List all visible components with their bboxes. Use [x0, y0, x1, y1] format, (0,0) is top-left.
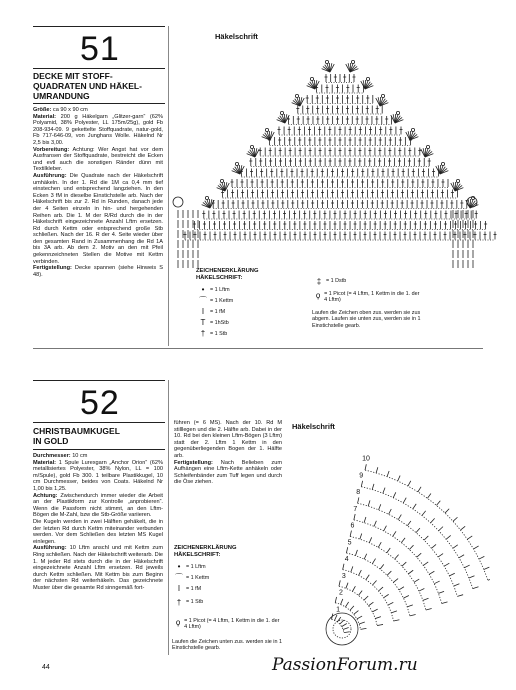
- round-stitch: [345, 602, 348, 607]
- round-label: 9: [359, 472, 364, 480]
- title-line: DECKE MIT STOFF-: [33, 71, 113, 81]
- round-stitch: [410, 614, 416, 615]
- round-label: 8: [356, 489, 361, 497]
- picot-loop: [441, 162, 444, 165]
- round-stitch: [393, 492, 396, 497]
- round-label: 2: [338, 589, 343, 597]
- round-stitch: [355, 550, 357, 556]
- legend-text: = 1 Lftm: [210, 286, 230, 293]
- round-stitch: [375, 617, 381, 619]
- legend-text: = 1 fM: [186, 585, 202, 592]
- round-stitch: [358, 591, 362, 596]
- picot-loop: [295, 94, 298, 97]
- legend-row: [172, 561, 282, 572]
- round-stitch: [379, 587, 384, 591]
- round-stitch: [376, 467, 378, 473]
- legend-row: [196, 328, 286, 339]
- legend-row: [196, 284, 286, 295]
- round-stitch: [438, 591, 444, 593]
- round-arc: [365, 470, 488, 580]
- round-arc: [358, 503, 458, 596]
- round-stitch: [394, 620, 400, 621]
- chart-52-rounds: [326, 464, 490, 645]
- round-stitch: [399, 587, 404, 590]
- round-stitch: [364, 596, 368, 600]
- round-stitch: [422, 511, 426, 516]
- round-stitch: [418, 487, 421, 492]
- double-crochet-icon: †: [176, 597, 182, 607]
- round-stitch: [368, 500, 370, 506]
- round-stitch: [360, 533, 362, 539]
- round-stitch: [431, 544, 436, 548]
- round-stitch: [358, 497, 359, 503]
- vorbereitung-value: Achtung: Wer Angst hat vor dem Ausfransen der Stoffquadrate, bestreicht die Ecken und evtl auch die sonstigen Ränder dünn mit Textilkleber.: [33, 146, 163, 173]
- round-stitch: [337, 617, 340, 622]
- round-stitch: [369, 537, 371, 542]
- title-line: UMRANDUNG: [33, 91, 90, 101]
- slip-stitch-icon: ⌒: [175, 573, 183, 582]
- pattern-51-text: [33, 107, 163, 278]
- round-stitch: [403, 498, 406, 503]
- picot-loop: [456, 179, 459, 182]
- round-stitch: [403, 596, 408, 599]
- round-stitch: [409, 545, 413, 549]
- legend-text: = 1 fM: [210, 308, 226, 315]
- round-stitch: [479, 556, 484, 559]
- pattern-52-number: 52: [80, 384, 120, 422]
- picot-loop: [351, 60, 354, 63]
- legend-title-line: HÄKELSCHRIFT:: [196, 275, 243, 281]
- fertigstellung-value: Nach Belieben zum Aufhängen eine Lftm-Kette anhäkeln oder Schleifenbänder zum Tuff legen und durch die Öse ziehen.: [174, 459, 282, 486]
- pattern-51-number: 51: [80, 30, 120, 68]
- round-stitch: [419, 588, 424, 591]
- treble-crochet-icon: ‡: [316, 277, 322, 286]
- legend-row: [312, 291, 422, 304]
- round-stitch: [429, 571, 434, 574]
- round-stitch: [473, 587, 479, 589]
- round-stitch: [445, 509, 449, 513]
- chart-51-stitch-rows: [184, 74, 497, 240]
- material-paragraph: [33, 460, 163, 493]
- round-stitch: [387, 548, 390, 553]
- round-stitch: [346, 547, 347, 553]
- round-stitch: [464, 565, 469, 568]
- round-stitch: [467, 536, 472, 539]
- col2-continuation: führen (= 6 MS). Nach der 10. Rd M stilllegen und die 2. Hälfte arb. Dabei in der 10. Rd bei den kleinen Lftm-Bögen (3 Lftm) statt der 2. Lftm 1 Kettm in den gegenüberliegenden Bogen der 1. Hälfte arb.: [174, 420, 282, 459]
- picot-icon: ϙ: [175, 618, 181, 627]
- round-stitch: [384, 594, 389, 597]
- round-stitch: [446, 535, 451, 539]
- round-stitch: [413, 504, 416, 509]
- round-stitch: [369, 602, 374, 606]
- legend-text: = 1hStb: [210, 319, 229, 326]
- round-stitch: [398, 476, 400, 481]
- round-stitch: [459, 555, 464, 558]
- slip-stitch-icon: ⌒: [199, 296, 207, 305]
- round-label: 4: [344, 556, 349, 564]
- round-arc: [354, 520, 442, 604]
- top-rule-52: [33, 380, 165, 381]
- round-stitch: [380, 564, 384, 569]
- round-stitch: [423, 562, 428, 566]
- round-stitch: [388, 602, 393, 605]
- round-stitch: [407, 521, 411, 526]
- round-stitch: [354, 514, 355, 520]
- round-stitch: [357, 616, 362, 619]
- legend-row: [172, 618, 282, 631]
- legend-51-note: Laufen die Zeichen oben zus. werden sie zus abgem. Laufen sie unten zus, werden sie in 1 Einstichstelle gearb.: [312, 309, 421, 329]
- durchmesser-value: 10 cm: [72, 453, 88, 459]
- round-stitch: [377, 624, 383, 625]
- legend-row: [172, 583, 282, 594]
- round-stitch: [351, 566, 353, 572]
- crochet-chart-51: [170, 30, 500, 270]
- chain-stitch-icon: •: [201, 285, 205, 294]
- round-stitch: [374, 521, 376, 527]
- top-rule-51: [33, 26, 165, 27]
- legend-text: = 1 Stb: [186, 599, 204, 605]
- round-stitch: [343, 564, 344, 570]
- ausfuehrung-label: Ausführung:: [33, 172, 67, 179]
- round-stitch: [384, 526, 387, 531]
- chain-stitch-icon: •: [177, 562, 181, 571]
- rule-52-under-title: [33, 449, 165, 450]
- round-arc: [339, 586, 377, 625]
- round-stitch: [417, 553, 422, 557]
- round-stitch: [407, 605, 413, 607]
- round-stitch: [364, 554, 367, 559]
- round-stitch: [442, 602, 448, 604]
- material-value: 200 g Häkelgarn „Glitzer-garn“ (62% Polyamid, 38% Polyester, LL 175m/25g), gold Fb 208-934-09. 9 gekettelte Stoffquadrate, natur-gold, Fb 717-646-09, von Junghans Wolle. Häkelnd Nr 2,5 bis 3,00.: [33, 113, 163, 146]
- rule-52-under-number: [33, 422, 165, 423]
- legend-row: [196, 317, 286, 328]
- round-stitch: [444, 563, 449, 566]
- chart-52-label: Häkelschrift: [292, 422, 335, 431]
- round-stitch: [383, 488, 385, 494]
- legend-text: = 1 Dstb: [326, 278, 347, 285]
- round-stitch: [354, 611, 359, 615]
- achtung-paragraph: [33, 493, 163, 519]
- start-ring: [326, 613, 358, 645]
- round-label: 7: [353, 505, 358, 513]
- round-stitch: [343, 627, 349, 629]
- picot-loop: [205, 196, 208, 199]
- round-stitch: [402, 562, 406, 566]
- round-stitch: [393, 579, 398, 583]
- picot-loop: [396, 111, 399, 114]
- legend-51-list: [196, 284, 286, 339]
- round-stitch: [372, 609, 377, 612]
- legend-text: = 1 Kettm: [210, 297, 234, 304]
- picot-loop: [325, 60, 328, 63]
- legend-51-right: [312, 276, 422, 329]
- round-stitch: [339, 580, 340, 586]
- legend-52-list: [172, 561, 282, 652]
- round-stitch: [346, 583, 348, 589]
- round-stitch: [365, 464, 366, 470]
- achtung-value: Zwischendurch immer wieder die Arbeit an der Plastikform zur Kontrolle „anprobieren“. Wenn die Passform nicht stimmt, an den Lftm-Bögen die M-Zahl, bzw die Stb-Größe variieren.: [33, 492, 163, 519]
- corner-picot-loop: [173, 197, 183, 207]
- fertigstellung-paragraph: [33, 265, 163, 278]
- round-label: 3: [341, 572, 346, 580]
- round-stitch: [398, 515, 401, 520]
- picot-loop: [235, 162, 238, 165]
- legend-row: [196, 306, 286, 317]
- round-stitch: [340, 620, 344, 624]
- legend-52-note: Laufen die Zeichen unten zus. werden sie in 1 Einstichstelle gearb.: [172, 638, 282, 652]
- material-paragraph: [33, 114, 163, 147]
- round-stitch: [473, 546, 478, 549]
- round-stitch: [460, 526, 465, 530]
- single-crochet-icon: I: [177, 584, 181, 593]
- round-stitch: [359, 622, 365, 624]
- round-stitch: [436, 501, 440, 506]
- title-line: CHRISTBAUMKUGEL: [33, 426, 120, 436]
- legend-title-line: HÄKELSCHRIFT:: [174, 552, 221, 558]
- round-stitch: [414, 579, 419, 582]
- round-label: 6: [350, 522, 355, 530]
- round-stitch: [387, 571, 391, 575]
- round-stitch: [335, 597, 336, 603]
- legend-text: = 1 Kettm: [186, 574, 210, 581]
- round-stitch: [372, 484, 374, 490]
- round-stitch: [426, 609, 432, 610]
- round-stitch: [424, 536, 428, 540]
- round-stitch: [449, 573, 454, 576]
- round-stitch: [408, 570, 413, 574]
- round-stitch: [359, 570, 362, 575]
- round-stitch: [361, 481, 362, 487]
- watermark: PassionForum.ru: [272, 655, 418, 675]
- pattern-52-title: [33, 426, 163, 446]
- half-double-icon: T: [200, 318, 206, 327]
- legend-title-line: ZEICHENERKLÄRUNG: [196, 268, 259, 274]
- picot-loop: [411, 128, 414, 131]
- column-divider-51: [168, 26, 169, 346]
- column-divider-52: [168, 380, 169, 655]
- legend-text: = 1 Stb: [210, 330, 228, 337]
- durchmesser-paragraph: [33, 453, 163, 460]
- round-stitch: [389, 509, 392, 514]
- round-stitch: [366, 575, 369, 580]
- round-stitch: [438, 554, 443, 557]
- round-stitch: [439, 527, 443, 531]
- round-stitch: [453, 517, 457, 521]
- pattern-52-text: [33, 453, 163, 591]
- round-stitch: [372, 559, 375, 564]
- groesse-value: ca 90 x 90 cm: [52, 107, 88, 113]
- ausfuehrung-label: Ausführung:: [33, 545, 67, 552]
- ausfuehrung-value: 10 Lftm anschl und mit Kettm zum Ring schließen. Nach der Häkelschrift weiterarb. Die 1. M jeder Rd stets durch die in der Häkelschrift eingezeichnete Anzahl Lftm ersetzen. Rd jeweils durch Kettm schließen. Mit Kettm bis zum Beginn der nächsten Rd weiterhäkeln. Das gezeichnete Muster über die gesamte Rd sinngemäß fort-: [33, 545, 163, 591]
- material-value: 1 Spule Lurexgarn „Anchor Orion“ (62% metallisiertes Polyester, 38% Nylon, LL = 100 m/Spule), gold Fb 300. 1 teilbare Plastikkugel, 10 cm Durchmesser, beides von Coats. Häkelnd Nr 1,00 bis 1,25.: [33, 459, 163, 492]
- page-divider: [33, 348, 483, 349]
- material-label: Material:: [33, 459, 57, 466]
- round-stitch: [379, 504, 381, 510]
- legend-51-title: [196, 268, 258, 282]
- picot-loop: [366, 77, 369, 80]
- rule-51-under-number: [33, 68, 165, 69]
- ausfuehrung-paragraph: [33, 545, 163, 591]
- picot-loop: [280, 111, 283, 114]
- title-line: QUADRATEN UND HÄKEL-: [33, 81, 142, 91]
- legend-row: [172, 572, 282, 583]
- round-stitch: [361, 628, 367, 629]
- round-label: 5: [347, 539, 352, 547]
- rule-51-under-title: [33, 103, 165, 104]
- start-ring-inner: [333, 620, 351, 638]
- round-stitch: [401, 538, 405, 543]
- page-number: 44: [42, 664, 50, 671]
- round-stitch: [423, 598, 429, 600]
- picot-loop: [250, 145, 253, 148]
- round-stitch: [453, 545, 458, 548]
- pattern-51-title: [33, 71, 163, 101]
- round-stitch: [469, 576, 475, 578]
- fertigstellung-value: Decke spannen (siehe Hinweis S 48).: [33, 265, 163, 278]
- round-stitch: [393, 531, 396, 536]
- picot-icon: ϙ: [315, 291, 321, 300]
- legend-52-title: [174, 545, 236, 559]
- material-label: Material:: [33, 113, 57, 120]
- round-stitch: [484, 567, 490, 569]
- round-stitch: [352, 586, 355, 591]
- round-stitch: [454, 584, 460, 586]
- legend-row: [172, 594, 282, 610]
- groesse-paragraph: [33, 107, 163, 114]
- round-stitch: [373, 580, 377, 584]
- title-line: IN GOLD: [33, 436, 69, 446]
- round-stitch: [488, 578, 490, 580]
- legend-row: [312, 276, 422, 287]
- pattern-52-text-col2: [174, 420, 282, 486]
- round-arc: [347, 536, 426, 610]
- round-stitch: [391, 611, 397, 613]
- crochet-chart-52: [290, 420, 490, 665]
- round-stitch: [342, 624, 347, 627]
- legend-row: [196, 295, 286, 306]
- double-crochet-icon: †: [200, 329, 206, 338]
- fertigstellung-paragraph: [174, 460, 282, 486]
- vorbereitung-label: Vorbereitung:: [33, 146, 70, 153]
- round-stitch: [364, 517, 366, 523]
- chart-51-label: Häkelschrift: [215, 32, 258, 41]
- legend-title-line: ZEICHENERKLÄRUNG: [174, 545, 237, 551]
- picot-loop: [220, 179, 223, 182]
- picot-loop: [310, 77, 313, 80]
- round-stitch: [408, 481, 411, 486]
- round-stitch: [387, 471, 389, 477]
- round-stitch: [434, 581, 439, 584]
- round-label: 10: [362, 455, 370, 463]
- middle-paragraph: Die Kugeln werden in zwei Hälften gehäkelt, die in der letzten Rd durch Kettm miteinander verbunden werden. Vor dem Schließen des letzten MS Kugel einlegen.: [33, 518, 163, 545]
- round-stitch: [416, 528, 420, 533]
- durchmesser-label: Durchmesser:: [33, 453, 71, 459]
- achtung-label: Achtung:: [33, 492, 58, 499]
- round-stitch: [335, 615, 337, 620]
- round-arc: [361, 487, 472, 589]
- fertigstellung-label: Fertigstellung:: [174, 459, 213, 466]
- single-crochet-icon: I: [201, 307, 205, 316]
- picot-loop: [265, 128, 268, 131]
- ausfuehrung-value: Die Quadrate nach der Häkelschrift umhäkeln. In der 1. Rd die 1M ca 0,4 mm tief einstechen und entsprechend langziehen. In den Ecken 3 fM in dieselbe Einstichstelle arb. Nach der Häkelschrift bis zur 2. Rd in Runden, danach jede der 4 Seiten einzeln in hin- und hergehenden Reihen arb. Die 1. M der R/Rd durch die in der Häkelschrift eingezeichnete Anzahl Lftm ersetzen. Rd durch Kettm oder entsprechend große Stb schließen. Nach der 16. R der 4. Seite wieder über den gesamten Rand in Zusammenhang die Rd 1A bis 3A arb. Ab dem 2. Motiv an den mit Pfeil gekennzeichneten Stellen die Motive mit Kettm verbinden.: [33, 172, 163, 265]
- legend-text: = 1 Picot (= 4 Lftm, 1 Kettm in die 1. der 4 Lftm): [324, 291, 420, 304]
- round-stitch: [431, 518, 435, 522]
- ausfuehrung-paragraph: [33, 173, 163, 265]
- round-stitch: [457, 595, 463, 597]
- round-stitch: [344, 632, 350, 633]
- round-arc: [346, 553, 409, 616]
- round-stitch: [350, 531, 351, 537]
- round-stitch: [395, 555, 399, 560]
- vorbereitung-paragraph: [33, 147, 163, 173]
- round-stitch: [350, 606, 354, 610]
- round-stitch: [378, 542, 381, 547]
- legend-text: = 1 Picot (= 4 Lftm, 1 Kettm in die 1. der 4 Lftm): [184, 618, 280, 631]
- round-label: 1: [336, 606, 340, 614]
- fertigstellung-label: Fertigstellung:: [33, 265, 72, 272]
- legend-text: = 1 Lftm: [186, 563, 206, 570]
- round-stitch: [427, 493, 431, 498]
- picot-loop: [381, 94, 384, 97]
- round-arc: [343, 570, 394, 621]
- picot-loop: [426, 145, 429, 148]
- groesse-label: Größe:: [33, 107, 52, 113]
- round-stitch: [341, 599, 343, 605]
